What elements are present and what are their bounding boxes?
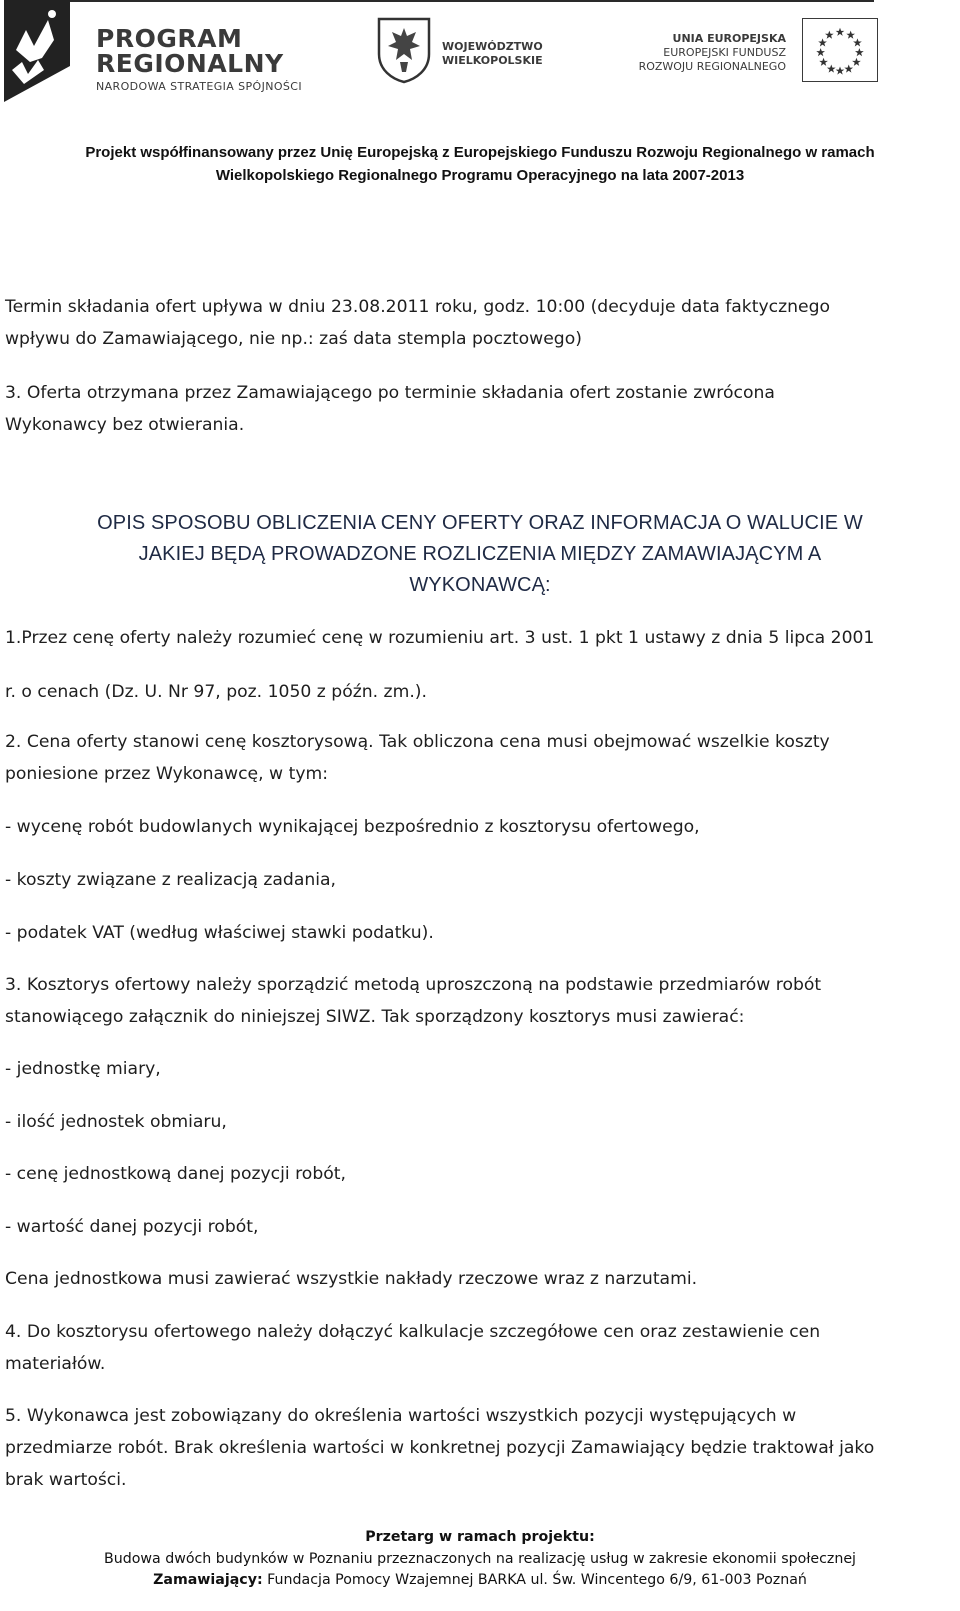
paragraph-3 (5, 969, 940, 1033)
p3-line2: stanowiącego załącznik do niniejszej SIWZ. Tak sporządzony kosztorys musi zawierać: (5, 1007, 745, 1027)
voivodeship-line2: WIELKOPOLSKIE (442, 54, 543, 67)
eagle-shield-icon (376, 16, 432, 84)
deadline-paragraph (5, 291, 940, 355)
section-heading-line2: JAKIEJ BĘDĄ PROWADZONE ROZLICZENIA MIĘDZY ZAMAWIAJĄCYM A (138, 543, 822, 565)
cofinancing-note (0, 141, 960, 187)
p5-line2: przedmiarze robót. Brak określenia wartości w konkretnej pozycji Zamawiający będzie traktował jako (5, 1438, 875, 1458)
p4-line2: materiałów. (5, 1354, 106, 1374)
p5-line1: 5. Wykonawca jest zobowiązany do określenia wartości wszystkich pozycji występujących w (5, 1406, 797, 1426)
list-item: - ilość jednostek obmiaru, (5, 1112, 227, 1132)
footer-line2: Budowa dwóch budynków w Poznaniu przeznaczonych na realizację usług w zakresie ekonomii społecznej (104, 1550, 856, 1567)
list-item: - wycenę robót budowlanych wynikającej bezpośrednio z kosztorysu ofertowego, (5, 817, 700, 837)
program-logo-title-line2: REGIONALNY (96, 49, 284, 78)
p5-line3: brak wartości. (5, 1470, 127, 1490)
cofinancing-note-line1: Projekt współfinansowany przez Unię Europejską z Europejskiego Funduszu Rozwoju Regionalnego w ramach (85, 144, 875, 161)
section-heading-line1: OPIS SPOSOBU OBLICZENIA CENY OFERTY ORAZ INFORMACJA O WALUCIE W (97, 512, 863, 534)
item3-returned-offer (5, 377, 940, 441)
deadline-line1: Termin składania ofert upływa w dniu 23.08.2011 roku, godz. 10:00 (decyduje data faktycznego (5, 297, 831, 317)
paragraph-5 (5, 1400, 940, 1496)
eu-logo (588, 16, 878, 86)
eu-logo-line3: ROZWOJU REGIONALNEGO (638, 60, 786, 73)
header-logo-bar (0, 0, 960, 110)
program-regionalny-logo (4, 0, 359, 102)
list-item: - koszty związane z realizacją zadania, (5, 870, 337, 890)
section-heading-line3: WYKONAWCĄ: (409, 574, 551, 596)
p3-line1: 3. Kosztorys ofertowy należy sporządzić metodą uproszczoną na podstawie przedmiarów robót (5, 975, 822, 995)
footer-line1: Przetarg w ramach projektu: (365, 1529, 595, 1545)
voivodeship-logo (376, 16, 566, 86)
program-logo-title-line1: PROGRAM (96, 24, 243, 53)
p1-line2: r. o cenach (Dz. U. Nr 97, poz. 1050 z późn. zm.). (5, 682, 427, 702)
deadline-line2: wpływu do Zamawiającego, nie np.: zaś data stempla pocztowego) (5, 329, 582, 349)
p2-line1: 2. Cena oferty stanowi cenę kosztorysową. Tak obliczona cena musi obejmować wszelkie koszty (5, 732, 830, 752)
item3-line1: 3. Oferta otrzymana przez Zamawiającego po terminie składania ofert zostanie zwrócona (5, 383, 775, 403)
paragraph-4 (5, 1316, 940, 1380)
page-footer (0, 1527, 960, 1592)
list-item: - cenę jednostkową danej pozycji robót, (5, 1164, 346, 1184)
footer-line3 (0, 1570, 960, 1592)
list-item: - jednostkę miary, (5, 1059, 161, 1079)
eu-stars-flag-icon (802, 18, 878, 82)
item3-line2: Wykonawcy bez otwierania. (5, 415, 245, 435)
p4-line1: 4. Do kosztorysu ofertowego należy dołączyć kalkulacje szczegółowe cen oraz zestawienie cen (5, 1322, 821, 1342)
footer-ordering-party-label: Zamawiający: (153, 1572, 263, 1588)
p2-line2: poniesione przez Wykonawcę, w tym: (5, 764, 329, 784)
section-heading (0, 508, 960, 601)
eu-logo-line2: EUROPEJSKI FUNDUSZ (663, 46, 786, 59)
eu-logo-line1: UNIA EUROPEJSKA (672, 32, 786, 45)
paragraph-2 (5, 726, 940, 790)
voivodeship-line1: WOJEWÓDZTWO (442, 40, 543, 53)
program-logo-subtitle: NARODOWA STRATEGIA SPÓJNOŚCI (96, 80, 303, 93)
p1-line1: 1.Przez cenę oferty należy rozumieć cenę w rozumieniu art. 3 ust. 1 pkt 1 ustawy z dnia 5 lipca 2001 (5, 628, 875, 648)
program-regionalny-emblem-icon (4, 0, 70, 102)
footer-ordering-party-text: Fundacja Pomocy Wzajemnej BARKA ul. Św. Wincentego 6/9, 61-003 Poznań (262, 1572, 807, 1588)
list-item: - podatek VAT (według właściwej stawki podatku). (5, 923, 434, 943)
p3-note: Cena jednostkowa musi zawierać wszystkie nakłady rzeczowe wraz z narzutami. (5, 1269, 698, 1289)
list-item: - wartość danej pozycji robót, (5, 1217, 259, 1237)
cofinancing-note-line2: Wielkopolskiego Regionalnego Programu Operacyjnego na lata 2007-2013 (215, 167, 745, 184)
